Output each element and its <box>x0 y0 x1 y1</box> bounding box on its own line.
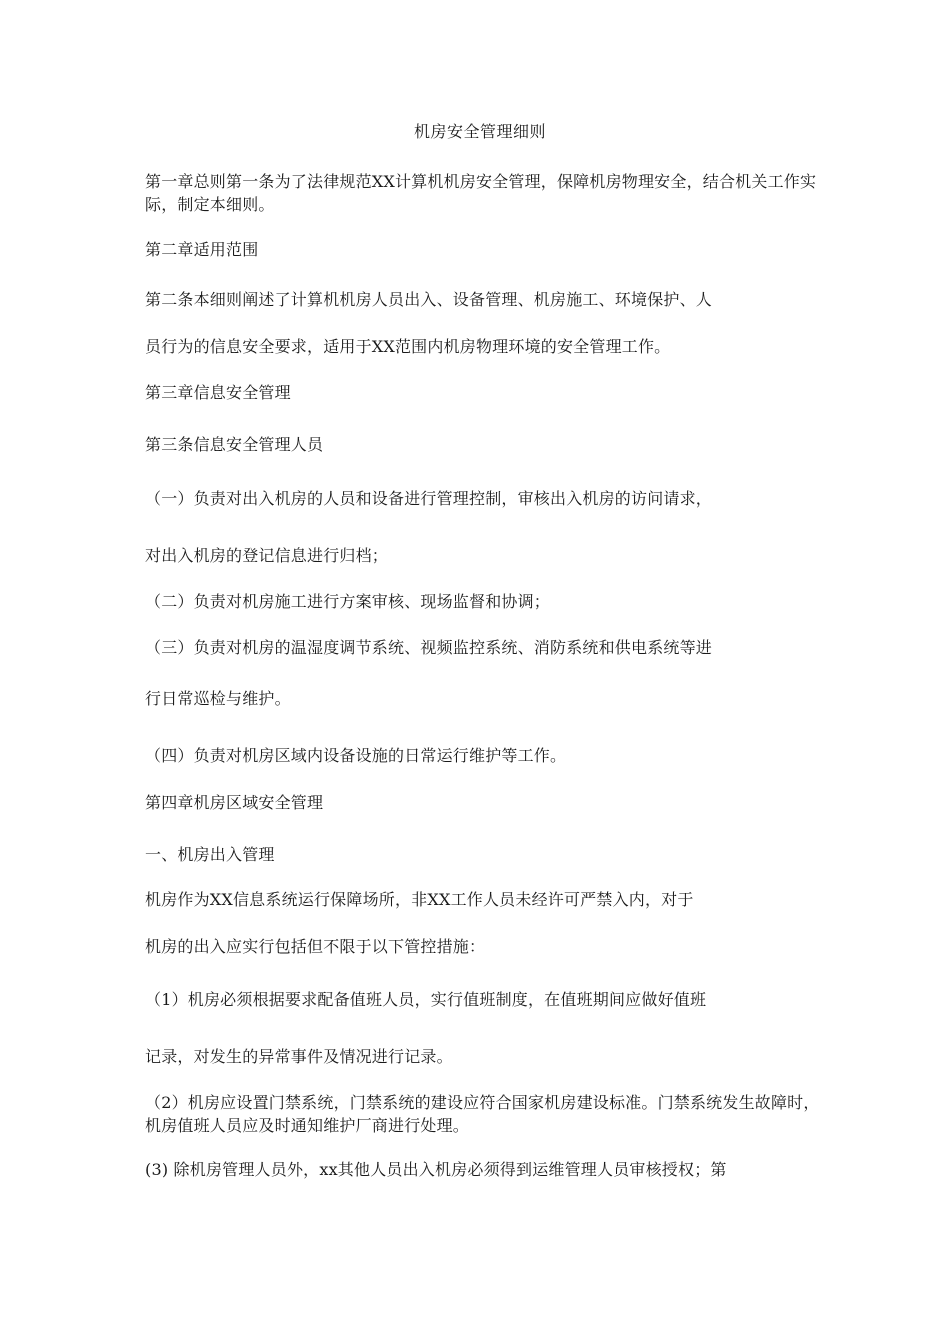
list-item-line: （一）负责对出入机房的人员和设备进行管理控制，审核出入机房的访问请求， <box>145 489 713 508</box>
list-item-line: （三）负责对机房的温湿度调节系统、视频监控系统、消防系统和供电系统等进 <box>145 638 713 657</box>
paragraph-line: 机房的出入应实行包括但不限于以下管控措施： <box>145 937 486 956</box>
document-title: 机房安全管理细则 <box>413 122 546 141</box>
list-item-line: (3) 除机房管理人员外，xx其他人员出入机房必须得到运维管理人员审核授权；第 <box>145 1160 727 1179</box>
paragraph-line: 机房作为XX信息系统运行保障场所，非XX工作人员未经许可严禁入内，对于 <box>145 890 694 909</box>
list-item-line: 对出入机房的登记信息进行归档； <box>145 546 389 565</box>
heading-chapter-2: 第二章适用范围 <box>145 240 259 259</box>
list-item-line: （1）机房必须根据要求配备值班人员，实行值班制度，在值班期间应做好值班 <box>145 990 707 1009</box>
heading-chapter-3: 第三章信息安全管理 <box>145 383 291 402</box>
list-item-line: （四）负责对机房区域内设备设施的日常运行维护等工作。 <box>145 746 567 765</box>
paragraph-line: 第二条本细则阐述了计算机机房人员出入、设备管理、机房施工、环境保护、人 <box>145 290 713 309</box>
heading-chapter-4: 第四章机房区域安全管理 <box>145 793 324 812</box>
list-item-line: 记录，对发生的异常事件及情况进行记录。 <box>145 1047 453 1066</box>
paragraph-chapter-1: 第一章总则第一条为了法律规范XX计算机机房安全管理，保障机房物理安全，结合机关工作实际，制定本细则。 <box>145 172 817 214</box>
heading-section-1: 一、机房出入管理 <box>145 845 275 864</box>
paragraph-line: 员行为的信息安全要求，适用于XX范围内机房物理环境的安全管理工作。 <box>145 337 671 356</box>
list-item-line: （二）负责对机房施工进行方案审核、现场监督和协调； <box>145 592 551 611</box>
list-item-line: 行日常巡检与维护。 <box>145 689 291 708</box>
list-item-paragraph: （2）机房应设置门禁系统，门禁系统的建设应符合国家机房建设标准。门禁系统发生故障时，机房值班人员应及时通知维护厂商进行处理。 <box>145 1093 820 1135</box>
heading-article-3: 第三条信息安全管理人员 <box>145 435 324 454</box>
